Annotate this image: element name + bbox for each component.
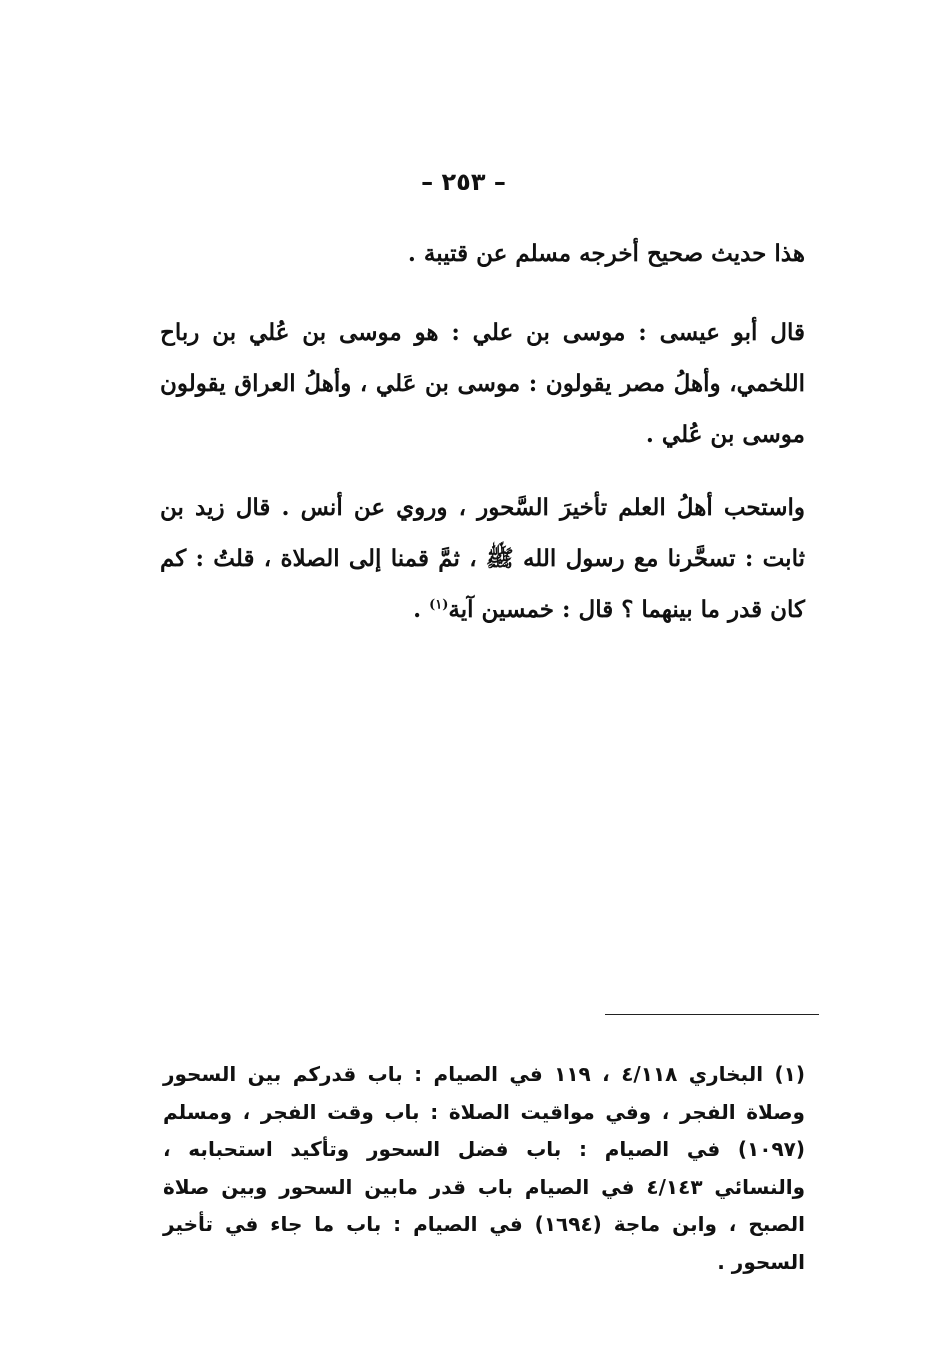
paragraph-3 <box>160 482 805 635</box>
paragraph-2: قال أبو عيسى : موسى بن علي : هو موسى بن عُلي بن رباح اللخمي، وأهلُ مصر يقولون : موسى بن عَلي ، وأهلُ العراق يقولون موسى بن عُلي . <box>160 319 805 448</box>
paragraph-3-end: . <box>413 596 430 623</box>
page-number: – ٢٥٣ – <box>421 168 506 196</box>
main-text <box>160 228 805 657</box>
paragraph-3-text: واستحب أهلُ العلم تأخيرَ السَّحور ، وروي عن أنس . قال زيد بن ثابت : تسحَّرنا مع رسول الله ﷺ ، ثمَّ قمنا إلى الصلاة ، قلتُ : كم كان قدر ما بينهما ؟ قال : خمسين آية <box>160 494 805 623</box>
footnote-text: (١) البخاري ٤/١١٨ ، ١١٩ في الصيام : باب قدركم بين السحور وصلاة الفجر ، وفي مواقيت الصلاة : باب وقت الفجر ، ومسلم (١٠٩٧) في الصيام : باب فضل السحور وتأكيد استحبابه ، والنسائي ٤/١٤٣ في الصيام باب قدر مابين السحور وبين صلاة الصبح ، وابن ماجة (١٦٩٤) في الصيام : باب ما جاء في تأخير السحور . <box>163 1062 805 1274</box>
footnote-separator <box>605 1014 819 1015</box>
footnote-reference: (١) <box>429 597 449 613</box>
paragraph-1: هذا حديث صحيح أخرجه مسلم عن قتيبة . <box>407 240 805 267</box>
footnote <box>163 1056 805 1281</box>
